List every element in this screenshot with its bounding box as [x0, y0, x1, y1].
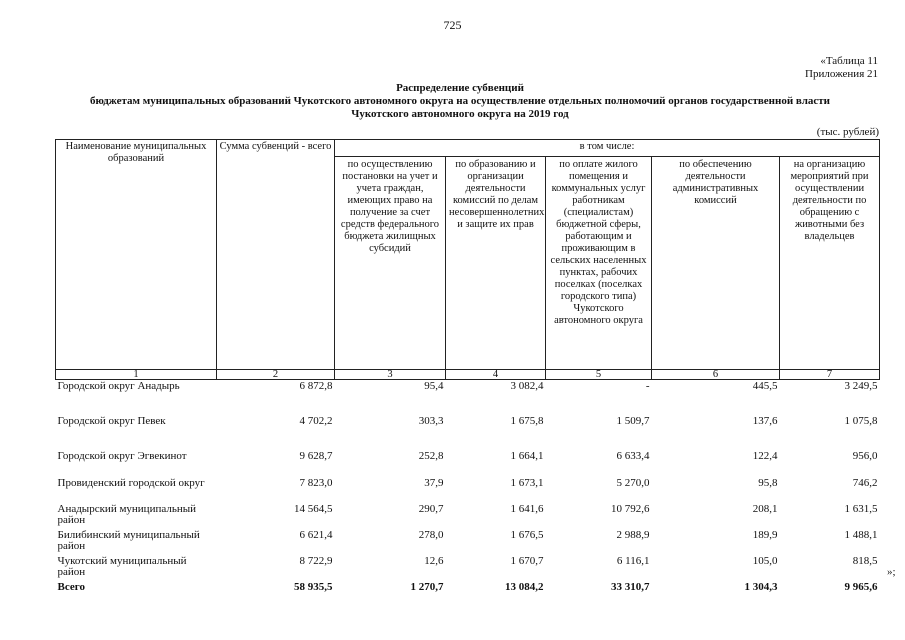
- units-label: (тыс. рублей): [816, 126, 879, 138]
- cell-administrative-commissions: 1 304,3: [744, 580, 778, 593]
- cell-administrative-commissions: 445,5: [752, 380, 778, 392]
- cell-total: 6 872,8: [299, 380, 333, 392]
- table-reference-line1: «Таблица 11: [820, 55, 878, 67]
- cell-animal-handling: 9 965,6: [844, 580, 878, 593]
- cell-minors-commissions: 1 673,1: [510, 476, 544, 489]
- column-number: 2: [217, 370, 335, 380]
- table-row: [56, 477, 880, 503]
- header-including: в том числе:: [335, 140, 880, 157]
- municipality-name: Городской округ Анадырь: [57, 380, 180, 392]
- cell-total: 7 823,0: [299, 476, 333, 489]
- cell-minors-commissions: 1 675,8: [510, 414, 544, 427]
- cell-total: 9 628,7: [299, 449, 333, 462]
- column-number: 1: [56, 370, 217, 380]
- cell-minors-commissions: 1 676,5: [510, 528, 544, 541]
- cell-animal-handling: 818,5: [852, 554, 878, 567]
- cell-registration: 252,8: [418, 449, 444, 462]
- header-name: Наименование муниципальных образований: [56, 140, 217, 370]
- table-row: [56, 555, 880, 581]
- cell-animal-handling: 1 075,8: [844, 414, 878, 427]
- cell-animal-handling: 956,0: [852, 449, 878, 462]
- cell-registration: 1 270,7: [410, 580, 444, 593]
- cell-total: 4 702,2: [299, 414, 333, 427]
- table-row: [56, 503, 880, 529]
- municipality-name: Городской округ Эгвекинот: [57, 449, 187, 462]
- table-reference-line2: Приложения 21: [805, 68, 878, 80]
- municipality-name: Анадырский муниципальный район: [57, 502, 196, 526]
- municipality-name: Городской округ Певек: [57, 414, 166, 427]
- column-number: 5: [546, 370, 652, 380]
- total-label: Всего: [57, 580, 85, 593]
- header-administrative-commissions: по обеспечению деятельности административных комиссий: [652, 157, 780, 370]
- cell-housing-payment: 33 310,7: [611, 580, 650, 593]
- cell-housing-payment: 1 509,7: [616, 414, 650, 427]
- cell-registration: 278,0: [418, 528, 444, 541]
- cell-animal-handling: 746,2: [852, 476, 878, 489]
- cell-registration: 290,7: [418, 502, 444, 515]
- subvention-table: [55, 139, 880, 595]
- cell-total: 58 935,5: [294, 580, 333, 593]
- cell-housing-payment: 5 270,0: [616, 476, 650, 489]
- cell-housing-payment: 6 116,1: [616, 554, 650, 567]
- header-total: Сумма субвенций - всего: [217, 140, 335, 370]
- cell-total: 14 564,5: [294, 502, 333, 515]
- cell-minors-commissions: 3 082,4: [510, 380, 544, 392]
- table-row: [56, 450, 880, 477]
- municipality-name: Чукотский муниципальный район: [57, 554, 187, 578]
- table-row: [56, 415, 880, 450]
- closing-quote-mark: »;: [887, 566, 896, 578]
- page-number: 725: [443, 18, 462, 32]
- municipality-name: Билибинский муниципальный район: [57, 528, 200, 552]
- cell-registration: 12,6: [424, 554, 444, 567]
- table-row: [56, 380, 880, 415]
- table-title-line3: Чукотского автономного округа на 2019 год: [351, 108, 569, 120]
- cell-administrative-commissions: 137,6: [752, 414, 778, 427]
- table-row: [56, 529, 880, 555]
- column-number: 4: [446, 370, 546, 380]
- municipality-name: Провиденский городской округ: [57, 476, 205, 489]
- cell-animal-handling: 1 631,5: [844, 502, 878, 515]
- cell-housing-payment: -: [645, 380, 650, 392]
- cell-minors-commissions: 1 664,1: [510, 449, 544, 462]
- table-title-line1: Распределение субвенций: [396, 82, 524, 94]
- cell-minors-commissions: 1 641,6: [510, 502, 544, 515]
- header-minors-commissions: по образованию и организации деятельности комиссий по делам несовершеннолетних и защите их прав: [446, 157, 546, 370]
- column-number: 3: [335, 370, 446, 380]
- cell-administrative-commissions: 208,1: [752, 502, 778, 515]
- cell-registration: 303,3: [418, 414, 444, 427]
- cell-administrative-commissions: 95,8: [758, 476, 778, 489]
- total-row: [56, 581, 880, 595]
- cell-total: 6 621,4: [299, 528, 333, 541]
- cell-housing-payment: 6 633,4: [616, 449, 650, 462]
- header-registration: по осуществлению постановки на учет и учета граждан, имеющих право на получение за счет средств федерального бюджета жилищных субсидий: [335, 157, 446, 370]
- cell-total: 8 722,9: [299, 554, 333, 567]
- cell-registration: 95,4: [424, 380, 444, 392]
- cell-administrative-commissions: 189,9: [752, 528, 778, 541]
- cell-minors-commissions: 1 670,7: [510, 554, 544, 567]
- column-number: 7: [780, 370, 880, 380]
- cell-administrative-commissions: 105,0: [752, 554, 778, 567]
- header-housing-payment: по оплате жилого помещения и коммунальных услуг работникам (специалистам) бюджетной сферы, работающим и проживающим в сельских населенных пунктах, рабочих поселках (поселках городского типа) Чукотского автономного округа: [546, 157, 652, 370]
- cell-animal-handling: 3 249,5: [844, 380, 878, 392]
- cell-animal-handling: 1 488,1: [844, 528, 878, 541]
- column-number: 6: [652, 370, 780, 380]
- cell-housing-payment: 2 988,9: [616, 528, 650, 541]
- cell-housing-payment: 10 792,6: [611, 502, 650, 515]
- cell-registration: 37,9: [424, 476, 444, 489]
- cell-minors-commissions: 13 084,2: [505, 580, 544, 593]
- header-animal-handling: на организацию мероприятий при осуществлении деятельности по обращению с животными без владельцев: [780, 157, 880, 370]
- cell-administrative-commissions: 122,4: [752, 449, 778, 462]
- table-title-line2: бюджетам муниципальных образований Чукотского автономного округа на осуществление отдельных полномочий органов государственной власти: [89, 95, 831, 107]
